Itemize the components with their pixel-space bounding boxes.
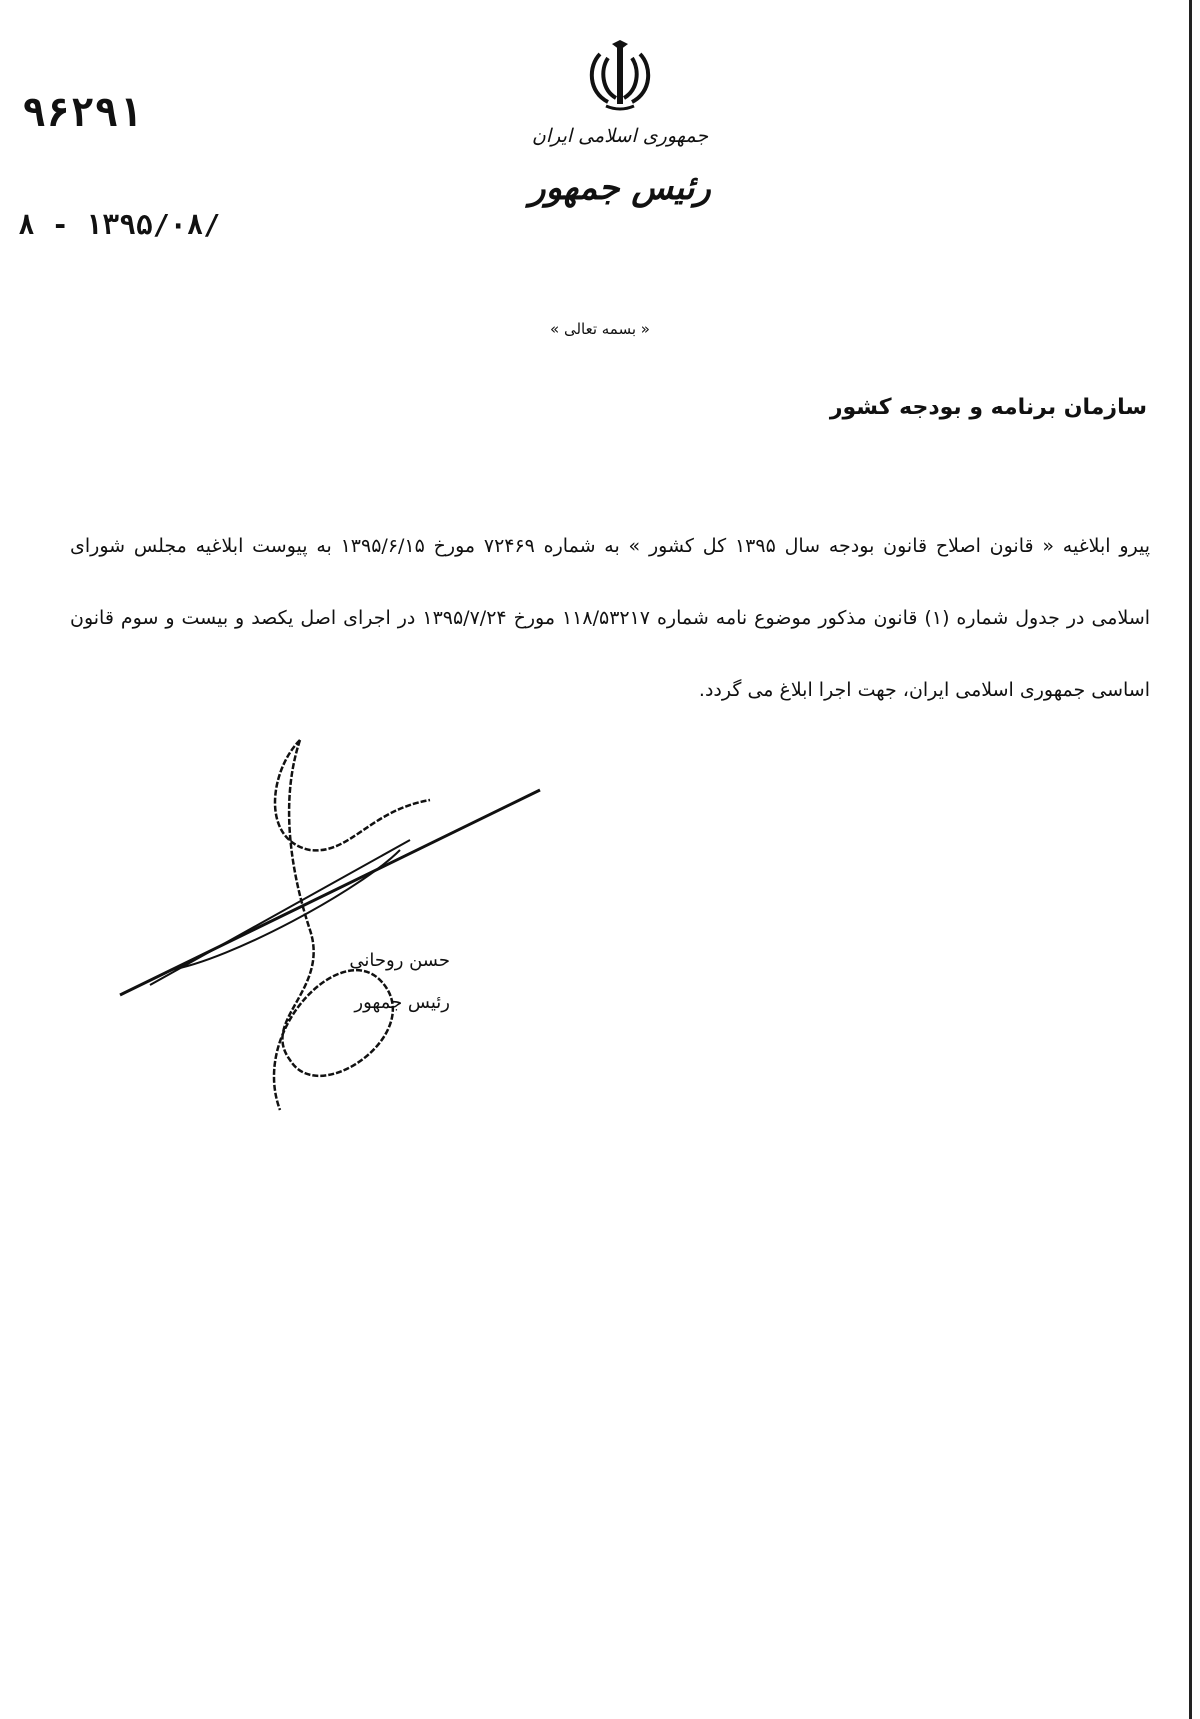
government-line: جمهوری اسلامی ایران [531,125,709,147]
opening-phrase: « بسمه تعالی » [550,320,650,338]
iran-emblem-icon [582,40,658,116]
addressee: سازمان برنامه و بودجه کشور [829,395,1147,420]
letter-body: پیرو ابلاغیه « قانون اصلاح قانون بودجه سال ۱۳۹۵ کل کشور » به شماره ۷۲۴۶۹ مورخ ۱۳۹۵/۶/۱۵ به پیوست ابلاغیه مجلس شورای اسلامی در جدول شماره (۱) قانون مذکور موضوع نامه شماره ۱۱۸/۵۳۲۱۷ مورخ ۱۳۹۵/۷/۲۴ در اجرای اصل یکصد و بیست و سوم قانون اساسی جمهوری اسلامی ایران، جهت اجرا ابلاغ می گردد. [70,535,1151,701]
letterhead [520,40,720,230]
signer-title: رئیس جمهور [354,992,450,1013]
signer-block [300,940,450,1024]
reference-number: ۹۶۲۹۱ [22,90,143,136]
office-line: رئیس جمهور [529,168,711,208]
signer-name: حسن روحانی [349,950,450,971]
reference-date: ۸ - ۱۳۹۵/۰۸/ [18,208,221,241]
